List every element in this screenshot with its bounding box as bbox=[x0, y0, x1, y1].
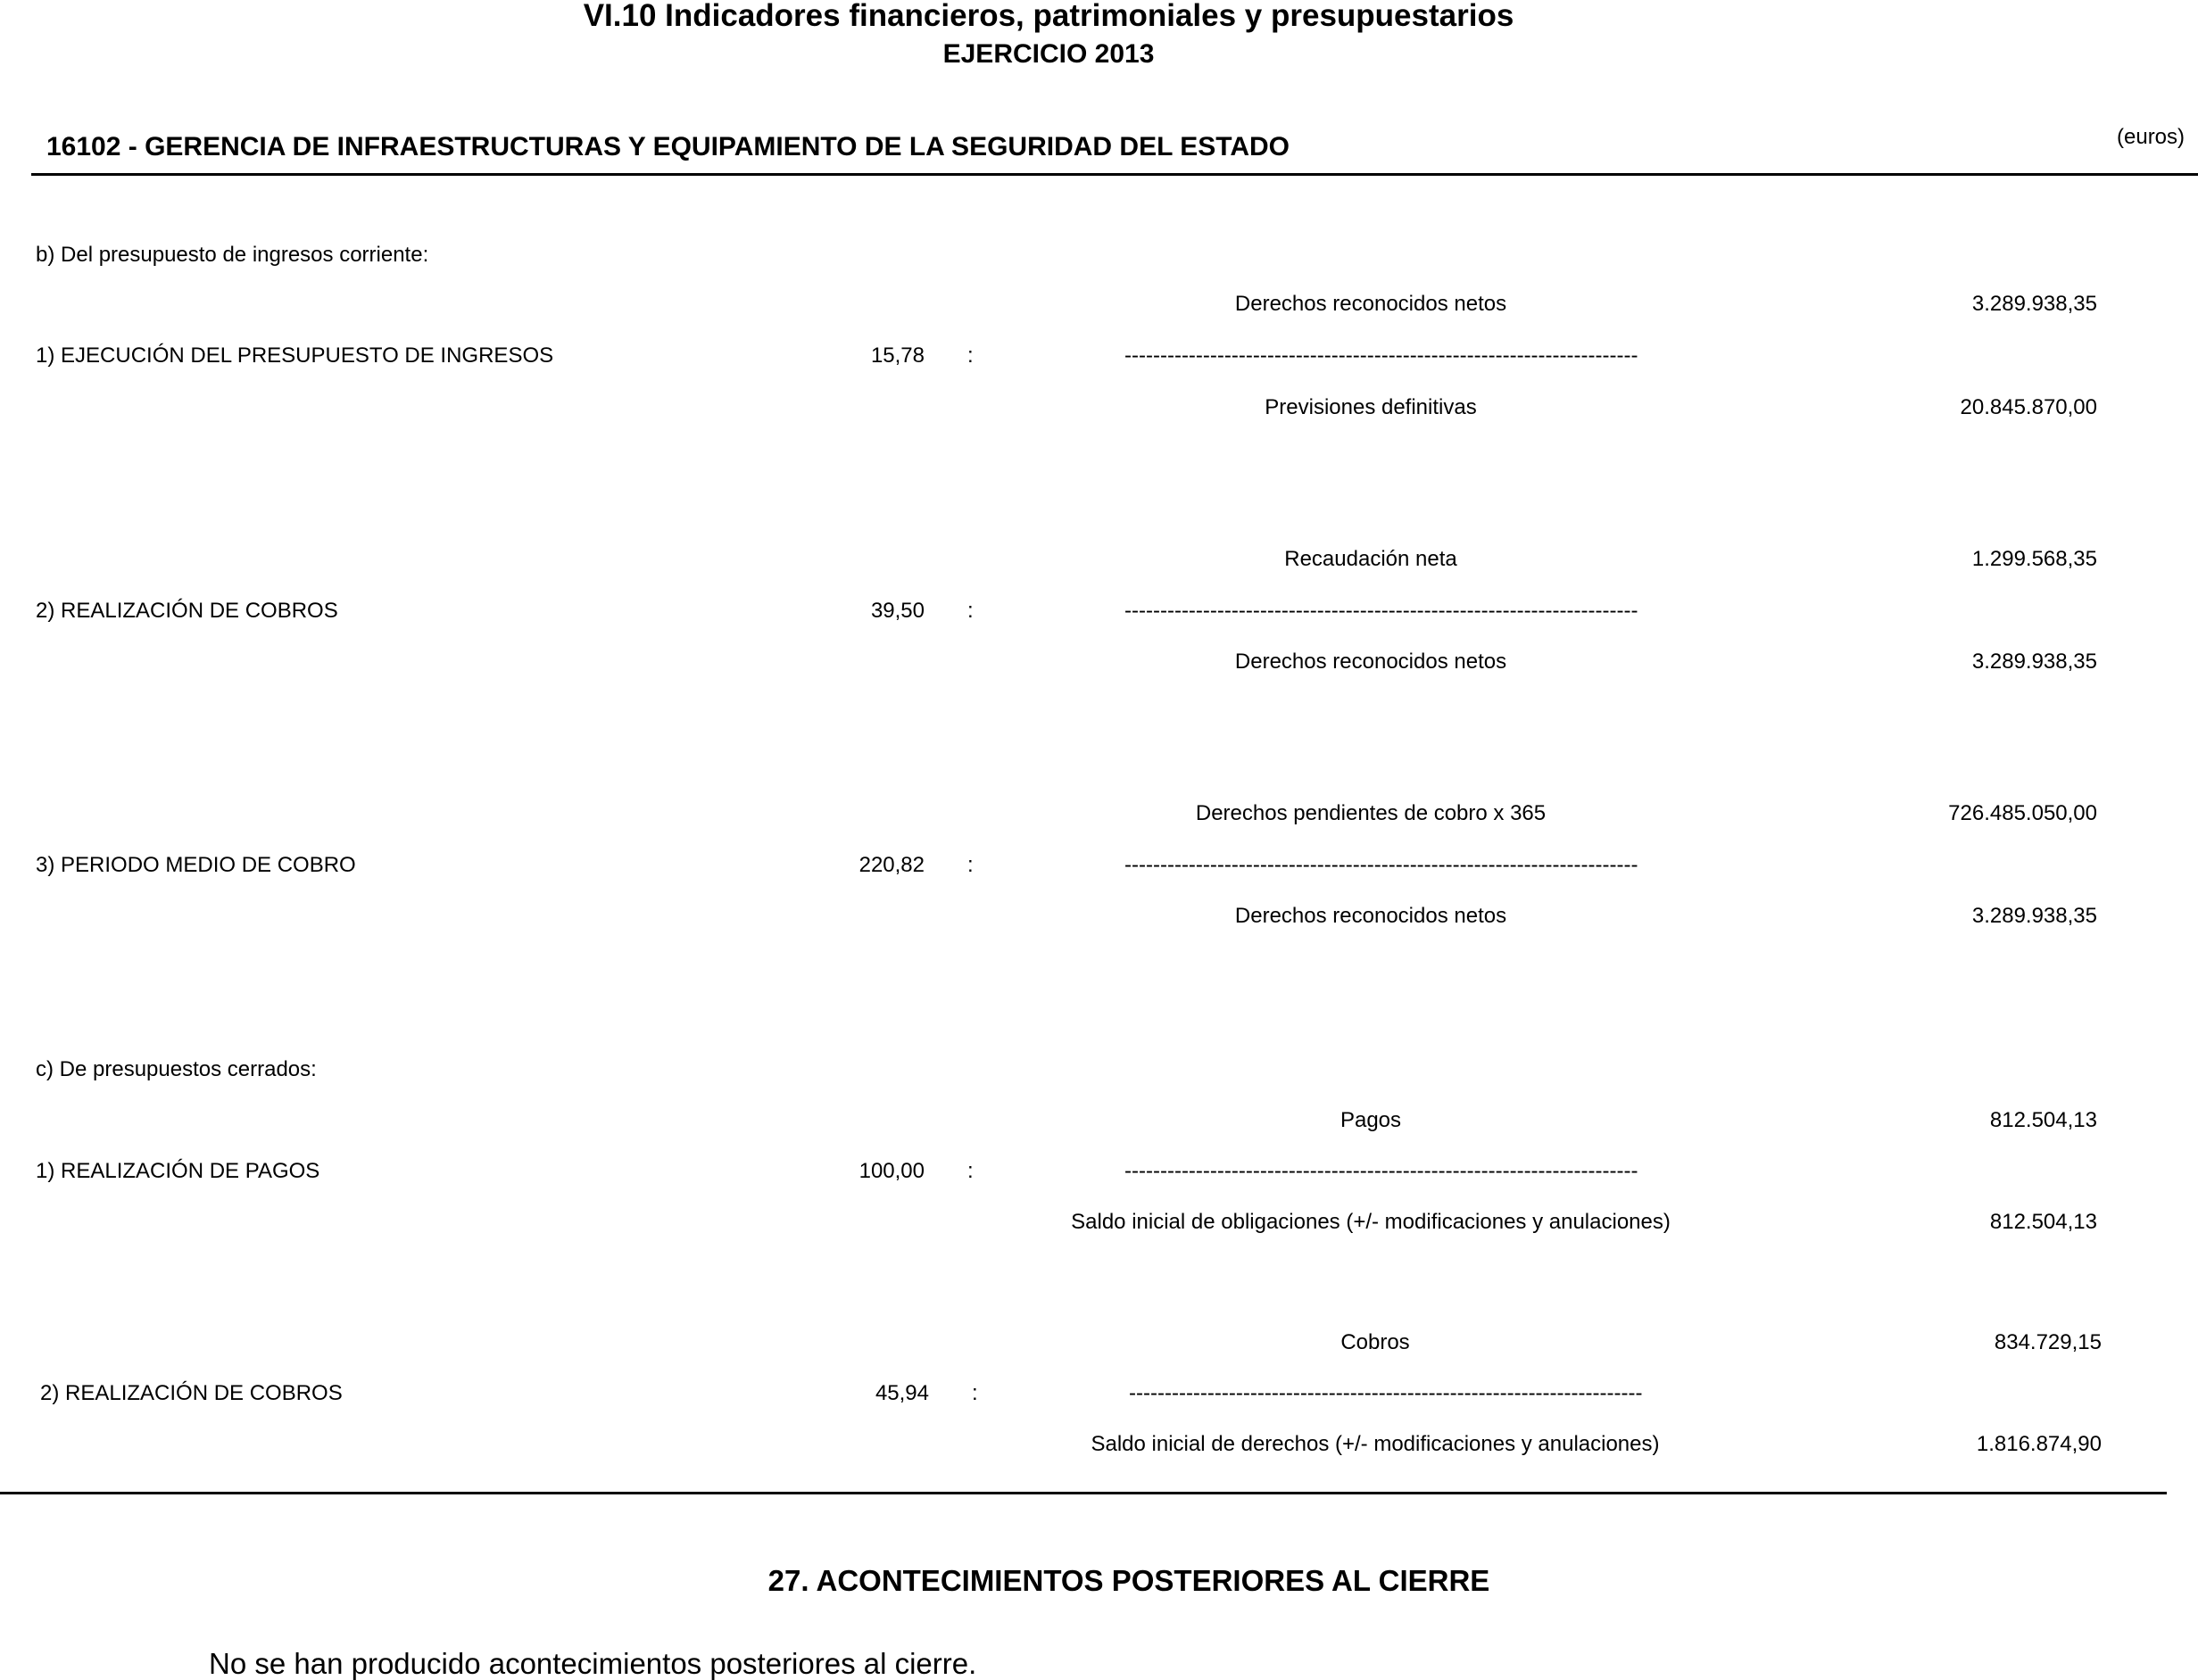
indicator-label: 1) REALIZACIÓN DE PAGOS bbox=[36, 1159, 320, 1183]
indicator-value: 45,94 bbox=[875, 1381, 929, 1405]
fraction-line: ------------------------------------------------------------------------ bbox=[1129, 1381, 1643, 1405]
denominator-label: Saldo inicial de derechos (+/- modificaciones y anulaciones) bbox=[1091, 1432, 1660, 1456]
denominator-label: Derechos reconocidos netos bbox=[1234, 650, 1507, 674]
section-b-heading: b) Del presupuesto de ingresos corriente: bbox=[36, 243, 429, 267]
denominator-label: Previsiones definitivas bbox=[1265, 395, 1477, 419]
denominator-value: 3.289.938,35 bbox=[1971, 904, 2097, 928]
indicator-value: 220,82 bbox=[858, 853, 925, 877]
numerator-label: Derechos pendientes de cobro x 365 bbox=[1195, 801, 1547, 825]
numerator-label: Pagos bbox=[1340, 1108, 1402, 1132]
ratio-separator: : bbox=[967, 599, 974, 623]
denominator-label: Derechos reconocidos netos bbox=[1234, 904, 1507, 928]
fraction-line: ------------------------------------------------------------------------ bbox=[1124, 1159, 1638, 1183]
numerator-value: 726.485.050,00 bbox=[1948, 801, 2097, 825]
denominator-label: Saldo inicial de obligaciones (+/- modificaciones y anulaciones) bbox=[1071, 1210, 1671, 1234]
numerator-value: 812.504,13 bbox=[1989, 1108, 2097, 1132]
indicator-value: 100,00 bbox=[858, 1159, 925, 1183]
denominator-value: 1.816.874,90 bbox=[1976, 1432, 2102, 1456]
numerator-label: Cobros bbox=[1340, 1330, 1410, 1354]
numerator-label: Recaudación neta bbox=[1284, 547, 1457, 571]
indicator-label: 2) REALIZACIÓN DE COBROS bbox=[40, 1381, 343, 1405]
denominator-value: 812.504,13 bbox=[1989, 1210, 2097, 1234]
denominator-value: 3.289.938,35 bbox=[1971, 650, 2097, 674]
numerator-value: 3.289.938,35 bbox=[1971, 292, 2097, 316]
ratio-separator: : bbox=[972, 1381, 978, 1405]
numerator-value: 834.729,15 bbox=[1994, 1330, 2102, 1354]
footer-rule bbox=[0, 1492, 2167, 1494]
fraction-line: ------------------------------------------------------------------------ bbox=[1124, 343, 1638, 368]
entity-title: 16102 - GERENCIA DE INFRAESTRUCTURAS Y EQUIPAMIENTO DE LA SEGURIDAD DEL ESTADO bbox=[46, 132, 1290, 161]
denominator-value: 20.845.870,00 bbox=[1960, 395, 2097, 419]
indicator-value: 39,50 bbox=[870, 599, 925, 623]
page-subtitle: EJERCICIO 2013 bbox=[942, 39, 1155, 69]
fraction-line: ------------------------------------------------------------------------ bbox=[1124, 853, 1638, 877]
header-rule bbox=[31, 173, 2198, 176]
section-27-heading: 27. ACONTECIMIENTOS POSTERIORES AL CIERRE bbox=[767, 1564, 1490, 1597]
indicator-label: 3) PERIODO MEDIO DE COBRO bbox=[36, 853, 356, 877]
indicator-label: 2) REALIZACIÓN DE COBROS bbox=[36, 599, 338, 623]
section-27-text: No se han producido acontecimientos posteriores al cierre. bbox=[209, 1647, 977, 1680]
indicator-label: 1) EJECUCIÓN DEL PRESUPUESTO DE INGRESOS bbox=[36, 343, 554, 368]
fraction-line: ------------------------------------------------------------------------ bbox=[1124, 599, 1638, 623]
ratio-separator: : bbox=[967, 853, 974, 877]
indicator-value: 15,78 bbox=[870, 343, 925, 368]
section-c-heading: c) De presupuestos cerrados: bbox=[36, 1057, 317, 1081]
numerator-value: 1.299.568,35 bbox=[1971, 547, 2097, 571]
ratio-separator: : bbox=[967, 343, 974, 368]
numerator-label: Derechos reconocidos netos bbox=[1234, 292, 1507, 316]
page-title: VI.10 Indicadores financieros, patrimoniales y presupuestarios bbox=[583, 0, 1514, 33]
ratio-separator: : bbox=[967, 1159, 974, 1183]
unit-label: (euros) bbox=[2117, 125, 2186, 149]
